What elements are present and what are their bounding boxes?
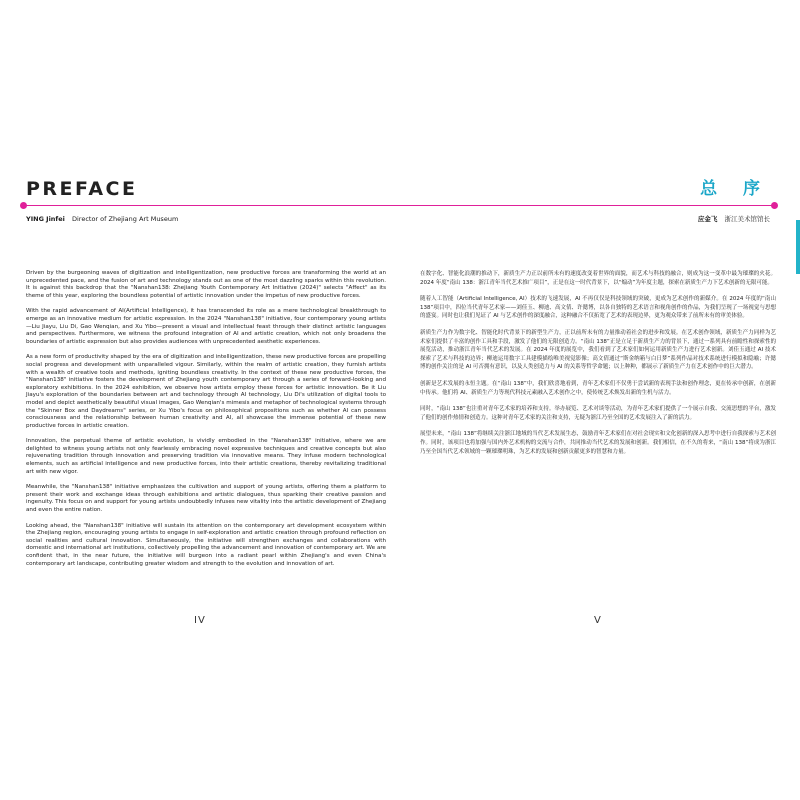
paragraph-en: Innovation, the perpetual theme of artistic evolution, is vividly embodied in the "Nanshan138" initiative, where we are delighted to witness young artists not only fearlessly embracing novel expressive techniques and creative concepts but also rejuvenating tradition through innovation and preserving tradition via innovative means. They infuse modern technological elements, such as artificial intelligence and new productive forces, into their artistic creations, thereby revitalizing traditional art with new vigor. <box>26 438 386 475</box>
author-name-en: YING Jinfei <box>26 215 65 223</box>
chinese-title: 总 序 <box>700 179 770 199</box>
body-text-en <box>26 270 386 576</box>
rule-dot-right <box>771 202 778 209</box>
body-text-cn <box>420 270 776 464</box>
paragraph-cn: 在数字化、智能化浪潮的推动下，新质生产力正以前所未有的速度改变着世界的面貌，而艺术与科技的融合，则成为这一变革中最为璀璨的火花。2024 年度“南山 138：浙江青年当代艺术推广项目”，正是在这一时代背景下，以“煽动”为年度主题，探索在新质生产力下艺术创新的无限可能。 <box>420 271 776 286</box>
right-page <box>400 0 800 800</box>
paragraph-cn: 同时，“南山 138”也注重对青年艺术家的培养和支持。举办展览、艺术对谈等活动，为青年艺术家们提供了一个展示自我、交流思想的平台，激发了他们的创作热情和创造力。这种对青年艺术家的关注和支持，无疑为浙江乃至全国的艺术发展注入了新的活力。 <box>420 406 776 421</box>
page-number-right: V <box>594 615 602 626</box>
author-line-en <box>26 215 178 224</box>
side-tab-marker <box>796 220 800 274</box>
author-role-cn: 浙江美术馆馆长 <box>724 215 770 223</box>
paragraph-en: Looking ahead, the "Nanshan138" initiative will sustain its attention on the contemporary art development ecosystem within the Zhejiang region, encouraging young artists to engage in self-exploration and artistic creation through profound reflection on social realities and cultural innovation. Simultaneously, the initiative will strengthen exchanges and collaborations with domestic and international art institutions, collectively propelling the advancement and innovation of contemporary art. We are confident that, in the near future, the initiative will burgeon into a radiant pearl within Zhejiang's and even China's contemporary art landscape, contributing greater wisdom and strength to the evolution and innovation of art. <box>26 522 386 567</box>
paragraph-cn: 新质生产力作为数字化、智能化时代背景下的新型生产力，正以前所未有的力量推动着社会的进步和发展。在艺术创作领域，新质生产力同样为艺术家们提供了丰富的创作工具和手段，激发了他们的无限创造力。“南山 138”正是立足于新质生产力的背景下，通过一系列具有前瞻性和探索性的展览活动，推动浙江青年当代艺术的发展。在 2024 年度的展览中，我们看到了艺术家们如何运用新质生产力进行艺术创新。刘佳玉通过 AI 技术探索了艺术与科技的边界；柳迪运用数字工具建模描绘唯美视觉影像；高文倩通过“斯金纳箱与白日梦”系列作品对技术系统进行模拟和隐喻；许懿博的创作关注的是 AI 可否拥有意识，以及人类创造力与 AI 的关系等哲学命题；以上种种，都展示了新质生产力在艺术创作中的巨大潜力。 <box>420 329 776 371</box>
page-number-left: IV <box>194 615 206 626</box>
paragraph-cn: 创新是艺术发展的永恒主题。在“南山 138”中，我们欣喜地看到，青年艺术家们不仅勇于尝试新的表现手法和创作理念，更在传承中创新，在创新中传承。他们将 AI、新质生产力等现代科技元素融入艺术创作之中，使传统艺术焕发出新的生机与活力。 <box>420 380 776 396</box>
paragraph-en: Meanwhile, the "Nanshan138" initiative emphasizes the cultivation and support of young artists, offering them a platform to present their work and exchange ideas through exhibitions and artistic dialogues, thus sparking their creative passion and ingenuity. This focus on and support for young artists undoubtedly infuses new vitality into the artistic development of Zhejiang and even the entire nation. <box>26 484 386 514</box>
paragraph-cn: 随着人工智能（Artificial Intelligence, AI）技术的飞速发展，AI 不再仅仅是科技领域的突破，更成为艺术创作的新媒介。在 2024 年度的“南山 138”项目中，四位当代青年艺术家——刘佳玉、柳迪、高文倩、许懿博，以各自独特的艺术语言和视角创作的作品，为我们呈现了一场视觉与思想的盛宴。同时也让我们见证了 AI 与艺术创作的深度融合，这种融合不仅拓宽了艺术的表现边界，更为观众带来了前所未有的审美体验。 <box>420 296 776 320</box>
paragraph-cn: 展望未来，“南山 138”将继续关注浙江地域的当代艺术发展生态，鼓励青年艺术家们在对社会现实和文化创新的深入思考中进行自我探索与艺术创作。同时，该项目也将加强与国内外艺术机构的交流与合作，共同推动当代艺术的发展和创新。我们相信，在不久的将来，“南山 138”将成为浙江乃至全国当代艺术领域的一颗璀璨明珠，为艺术的发展和创新贡献更多的智慧和力量。 <box>420 431 776 455</box>
author-name-cn: 应金飞 <box>697 215 718 223</box>
paragraph-en: As a new form of productivity shaped by the era of digitization and intelligentization, these new productive forces are propelling social progress and development with unparalleled vigour. Similarly, within the realm of artistic creation, they furnish artists with a wealth of creative tools and methods, igniting boundless creativity. In the context of these new productive forces, the "Nanshan138" initiative fosters the development of Zhejiang youth contemporary art through a series of forward-looking and exploratory exhibitions. In the 2024 exhibition, we observe how artists employ these forces for artistic innovation. Be it Liu Jiayu's exploration of the boundaries between art and technology through AI technology, Liu Di's utilization of digital tools to model and depict aesthetically beautiful visual images, Gao Wenqian's mimesis and metaphor of technological systems through the "Skinner Box and Daydreams" series, or Xu Yibo's focus on philosophical propositions such as whether AI can possess consciousness and the relationship between human creativity and AI, all showcase the immense potential of these new productive forces in artistic creation. <box>26 354 386 429</box>
author-line-cn <box>698 215 770 224</box>
title-rule-right <box>400 205 774 206</box>
paragraph-en: Driven by the burgeoning waves of digitization and intelligentization, new productive forces are transforming the world at an unprecedented pace, and the fusion of art and technology stands out as one of the most dazzling sparks within this revolution. It is against this backdrop that the "Nanshan138: Zhejiang Youth Contemporary Art Initiative (2024)" selects "Affect" as its theme of this year, exploring the boundless potential of artistic innovation under the impetus of new productive forces. <box>26 270 386 299</box>
preface-logo: PREFACE <box>26 178 138 200</box>
paragraph-en: With the rapid advancement of AI(Artificial Intelligence), it has transcended its role as a mere technological breakthrough to emerge as an innovative medium for artistic expression. In the 2024 "Nanshan138" initiative, four contemporary young artists—Liu Jiayu, Liu Di, Gao Wenqian, and Xu Yibo—present a visual and intellectual feast through their distinct artistic languages and perspectives. Furthermore, we witness the profound integration of AI and artistic creation, which not only broadens the boundaries of artistic expression but also provides audiences with unprecedented aesthetic experiences. <box>26 308 386 345</box>
title-rule-left <box>26 205 400 206</box>
author-role-en: Director of Zhejiang Art Museum <box>71 215 179 223</box>
